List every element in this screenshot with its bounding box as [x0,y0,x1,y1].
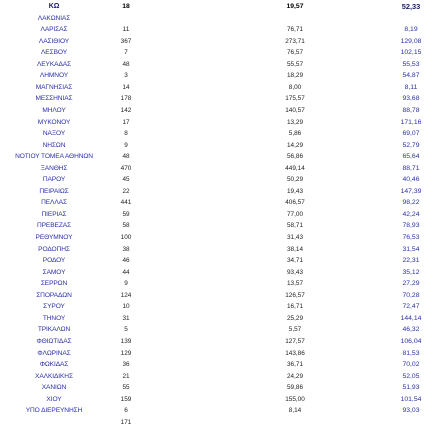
row-percent-cell: 88,71 [402,164,420,172]
row-percent-cell: 81,53 [402,349,420,357]
row-value-cell: 55,57 [287,60,303,68]
row-name-cell: ΣΥΡΟΥ [43,303,65,311]
table-row [0,129,438,139]
row-count-cell: 171 [120,418,132,426]
row-value-cell: 155,00 [285,395,305,403]
table-row [0,152,438,162]
table-row [0,37,438,47]
row-count-cell: 7 [124,49,128,57]
row-percent-cell: 101,54 [400,395,422,403]
row-percent-cell: 144,14 [400,314,422,322]
row-percent-cell: 8,11 [404,83,418,91]
table-row [0,210,438,220]
row-name-cell: ΝΟΤΙΟΥ ΤΟΜΕΑ ΑΘΗΝΩΝ [15,153,93,161]
row-count-cell: 22 [122,187,130,195]
row-name-cell: ΝΑΞΟΥ [42,130,66,138]
row-name-cell: ΜΕΣΣΗΝΙΑΣ [35,95,73,103]
row-name-cell: ΠΡΕΒΕΖΑΣ [36,222,72,230]
row-name-cell: ΧΙΟΥ [46,395,62,403]
row-value-cell: 34,71 [287,257,303,265]
row-percent-cell: 76,53 [402,234,420,241]
row-count-cell: 31 [122,314,130,322]
row-name-cell: ΛΗΜΝΟΥ [39,72,69,80]
row-value-cell: 8,00 [288,83,302,91]
table-row [0,221,438,231]
row-percent-cell: 8,19 [404,26,418,34]
row-percent-cell: 31,54 [402,245,420,253]
row-count-cell: 10 [122,303,130,311]
row-name-cell: ΣΠΟΡΑΔΩΝ [36,291,72,299]
row-count-cell: 178 [120,95,132,103]
row-count-cell: 18 [122,3,130,10]
row-name-cell: ΧΑΛΚΙΔΙΚΗΣ [35,372,73,380]
row-value-cell: 8,14 [288,407,302,415]
table-row [0,279,438,289]
row-count-cell: 58 [122,222,130,230]
table-row [0,418,438,428]
table-row [0,337,438,347]
row-count-cell: 9 [124,280,128,288]
table-row [0,48,438,58]
table-row [0,187,438,197]
row-count-cell: 3 [124,72,128,80]
table-row [0,83,438,93]
row-name-cell: ΠΕΛΛΑΣ [41,199,67,207]
table-row [0,141,438,151]
row-count-cell: 124 [120,291,132,299]
row-percent-cell: 51,93 [402,384,420,392]
row-percent-cell: 46,32 [402,326,420,334]
row-count-cell: 11 [122,26,130,34]
row-percent-cell: 70,28 [402,291,420,299]
table-row [0,325,438,335]
table-row [0,164,438,174]
row-count-cell: 367 [120,37,132,45]
table-row [0,198,438,208]
row-percent-cell: 129,08 [400,37,422,45]
table-row [0,360,438,370]
row-count-cell: 14 [122,83,130,91]
row-value-cell: 5,57 [288,326,302,334]
table-row [0,383,438,393]
row-value-cell: 175,57 [285,95,305,103]
row-name-cell: ΦΛΩΡΙΝΑΣ [37,349,71,357]
row-value-cell: 25,29 [287,314,303,322]
row-value-cell: 31,43 [287,234,303,241]
row-percent-cell: 93,03 [402,407,420,415]
row-count-cell: 139 [120,337,132,345]
row-name-cell: ΧΑΝΙΩΝ [41,384,67,392]
row-name-cell: ΛΕΥΚΑΔΑΣ [36,60,72,68]
table-row [0,245,438,255]
row-percent-cell: 65,64 [402,153,420,161]
row-value-cell: 449,14 [285,164,305,172]
row-value-cell: 76,57 [287,49,303,57]
row-percent-cell: 78,93 [402,222,420,230]
row-value-cell: 19,57 [286,3,304,10]
row-count-cell: 441 [120,199,132,207]
table-header-row [0,2,438,12]
row-name-cell: ΝΗΣΩΝ [42,141,66,149]
row-percent-cell: 147,39 [400,187,422,195]
row-name-cell: ΡΕΘΥΜΝΟΥ [35,234,73,241]
row-count-cell: 45 [122,176,130,184]
row-value-cell: 13,57 [287,280,303,288]
row-percent-cell: 54,87 [402,72,420,80]
row-percent-cell: 93,68 [402,95,420,103]
row-percent-cell: 52,05 [402,372,420,380]
row-count-cell: 17 [122,118,130,126]
table-row [0,71,438,81]
row-name-cell: ΦΩΚΙΔΑΣ [39,361,69,369]
row-count-cell: 59 [122,210,130,218]
row-value-cell: 16,71 [287,303,303,311]
row-name-cell: ΛΕΣΒΟΥ [41,49,67,57]
row-name-cell: ΞΑΝΘΗΣ [40,164,68,172]
table-row [0,118,438,128]
row-name-cell: ΡΟΔΟΠΗΣ [38,245,70,253]
row-value-cell: 5,86 [288,130,302,138]
row-percent-cell: 70,02 [402,361,420,369]
row-percent-cell: 35,12 [402,268,420,276]
row-name-cell: ΜΗΛΟΥ [42,106,66,114]
row-value-cell: 36,71 [287,361,303,369]
table-row [0,175,438,185]
row-count-cell: 8 [124,130,128,138]
row-percent-cell: 98,22 [402,199,420,207]
table-row [0,314,438,324]
table-row [0,233,438,243]
table-row [0,94,438,104]
table-row [0,406,438,416]
row-percent-cell: 171,16 [400,118,422,126]
table-row [0,372,438,382]
row-name-cell: ΤΡΙΚΑΛΩΝ [37,326,71,334]
row-count-cell: 142 [120,106,132,114]
row-value-cell: 140,57 [285,106,305,114]
row-percent-cell: 88,78 [402,106,420,114]
row-count-cell: 5 [124,326,128,334]
row-value-cell: 56,86 [287,153,303,161]
row-value-cell: 93,43 [287,268,303,276]
row-name-cell: ΠΙΕΡΙΑΣ [41,210,67,218]
table-row [0,268,438,278]
row-count-cell: 44 [122,268,130,276]
row-percent-cell: 52,79 [402,141,420,149]
row-percent-cell: 102,15 [400,49,422,57]
row-count-cell: 48 [122,153,130,161]
row-value-cell: 19,43 [287,187,303,195]
row-percent-cell: 22,31 [402,257,420,265]
row-percent-cell: 40,46 [402,176,420,184]
row-count-cell: 100 [120,234,132,241]
row-name-cell: ΚΩ [48,3,60,10]
row-count-cell: 48 [122,60,130,68]
row-percent-cell: 106,04 [400,337,422,345]
table-row [0,291,438,301]
row-name-cell: ΣΑΜΟΥ [42,268,66,276]
table-row [0,302,438,312]
row-count-cell: 9 [124,141,128,149]
row-count-cell: 129 [120,349,132,357]
row-value-cell: 126,57 [285,291,305,299]
table-row [0,60,438,70]
row-percent-cell: 42,24 [402,210,420,218]
row-value-cell: 273,71 [285,37,305,45]
row-value-cell: 76,71 [287,26,303,34]
row-percent-cell: 69,07 [402,130,420,138]
row-value-cell: 18,29 [287,72,303,80]
table-row [0,395,438,405]
table-row [0,106,438,116]
table-row [0,349,438,359]
row-value-cell: 406,57 [285,199,305,207]
row-count-cell: 38 [122,245,130,253]
table-row [0,256,438,266]
row-name-cell: ΤΗΝΟΥ [42,314,66,322]
row-name-cell: ΠΑΡΟΥ [42,176,66,184]
row-value-cell: 59,86 [287,384,303,392]
row-count-cell: 55 [122,384,130,392]
table-row [0,14,438,24]
row-name-cell: ΥΠΟ ΔΙΕΡΕΥΝΗΣΗ [25,407,83,415]
row-value-cell: 143,86 [285,349,305,357]
row-count-cell: 470 [120,164,132,172]
row-value-cell: 38,14 [287,245,303,253]
row-count-cell: 159 [120,395,132,403]
row-percent-cell: 27,29 [402,280,420,288]
row-value-cell: 14,29 [287,141,303,149]
row-value-cell: 58,71 [287,222,303,230]
row-name-cell: ΡΟΔΟΥ [42,257,66,265]
row-value-cell: 127,57 [285,337,305,345]
row-count-cell: 6 [124,407,128,415]
row-count-cell: 46 [122,257,130,265]
row-count-cell: 21 [122,372,130,380]
row-name-cell: ΜΑΓΝΗΣΙΑΣ [35,83,73,91]
row-name-cell: ΛΑΚΩΝΙΑΣ [37,14,71,22]
row-name-cell: ΛΑΡΙΣΑΣ [40,26,68,34]
row-percent-cell: 55,53 [402,60,420,68]
row-value-cell: 77,00 [287,210,303,218]
row-percent-cell: 72,47 [402,303,420,311]
table-row [0,25,438,35]
row-name-cell: ΜΥΚΟΝΟΥ [37,118,71,126]
row-percent-cell: 52,33 [401,2,421,11]
row-value-cell: 13,29 [287,118,303,126]
row-name-cell: ΠΕΙΡΑΙΩΣ [39,187,69,195]
row-name-cell: ΣΕΡΡΩΝ [40,280,68,288]
row-value-cell: 24,29 [287,372,303,380]
row-count-cell: 36 [122,361,130,369]
row-value-cell: 50,29 [287,176,303,184]
row-name-cell: ΦΘΙΩΤΙΔΑΣ [36,337,72,345]
row-name-cell: ΛΑΣΙΘΙΟΥ [38,37,70,45]
